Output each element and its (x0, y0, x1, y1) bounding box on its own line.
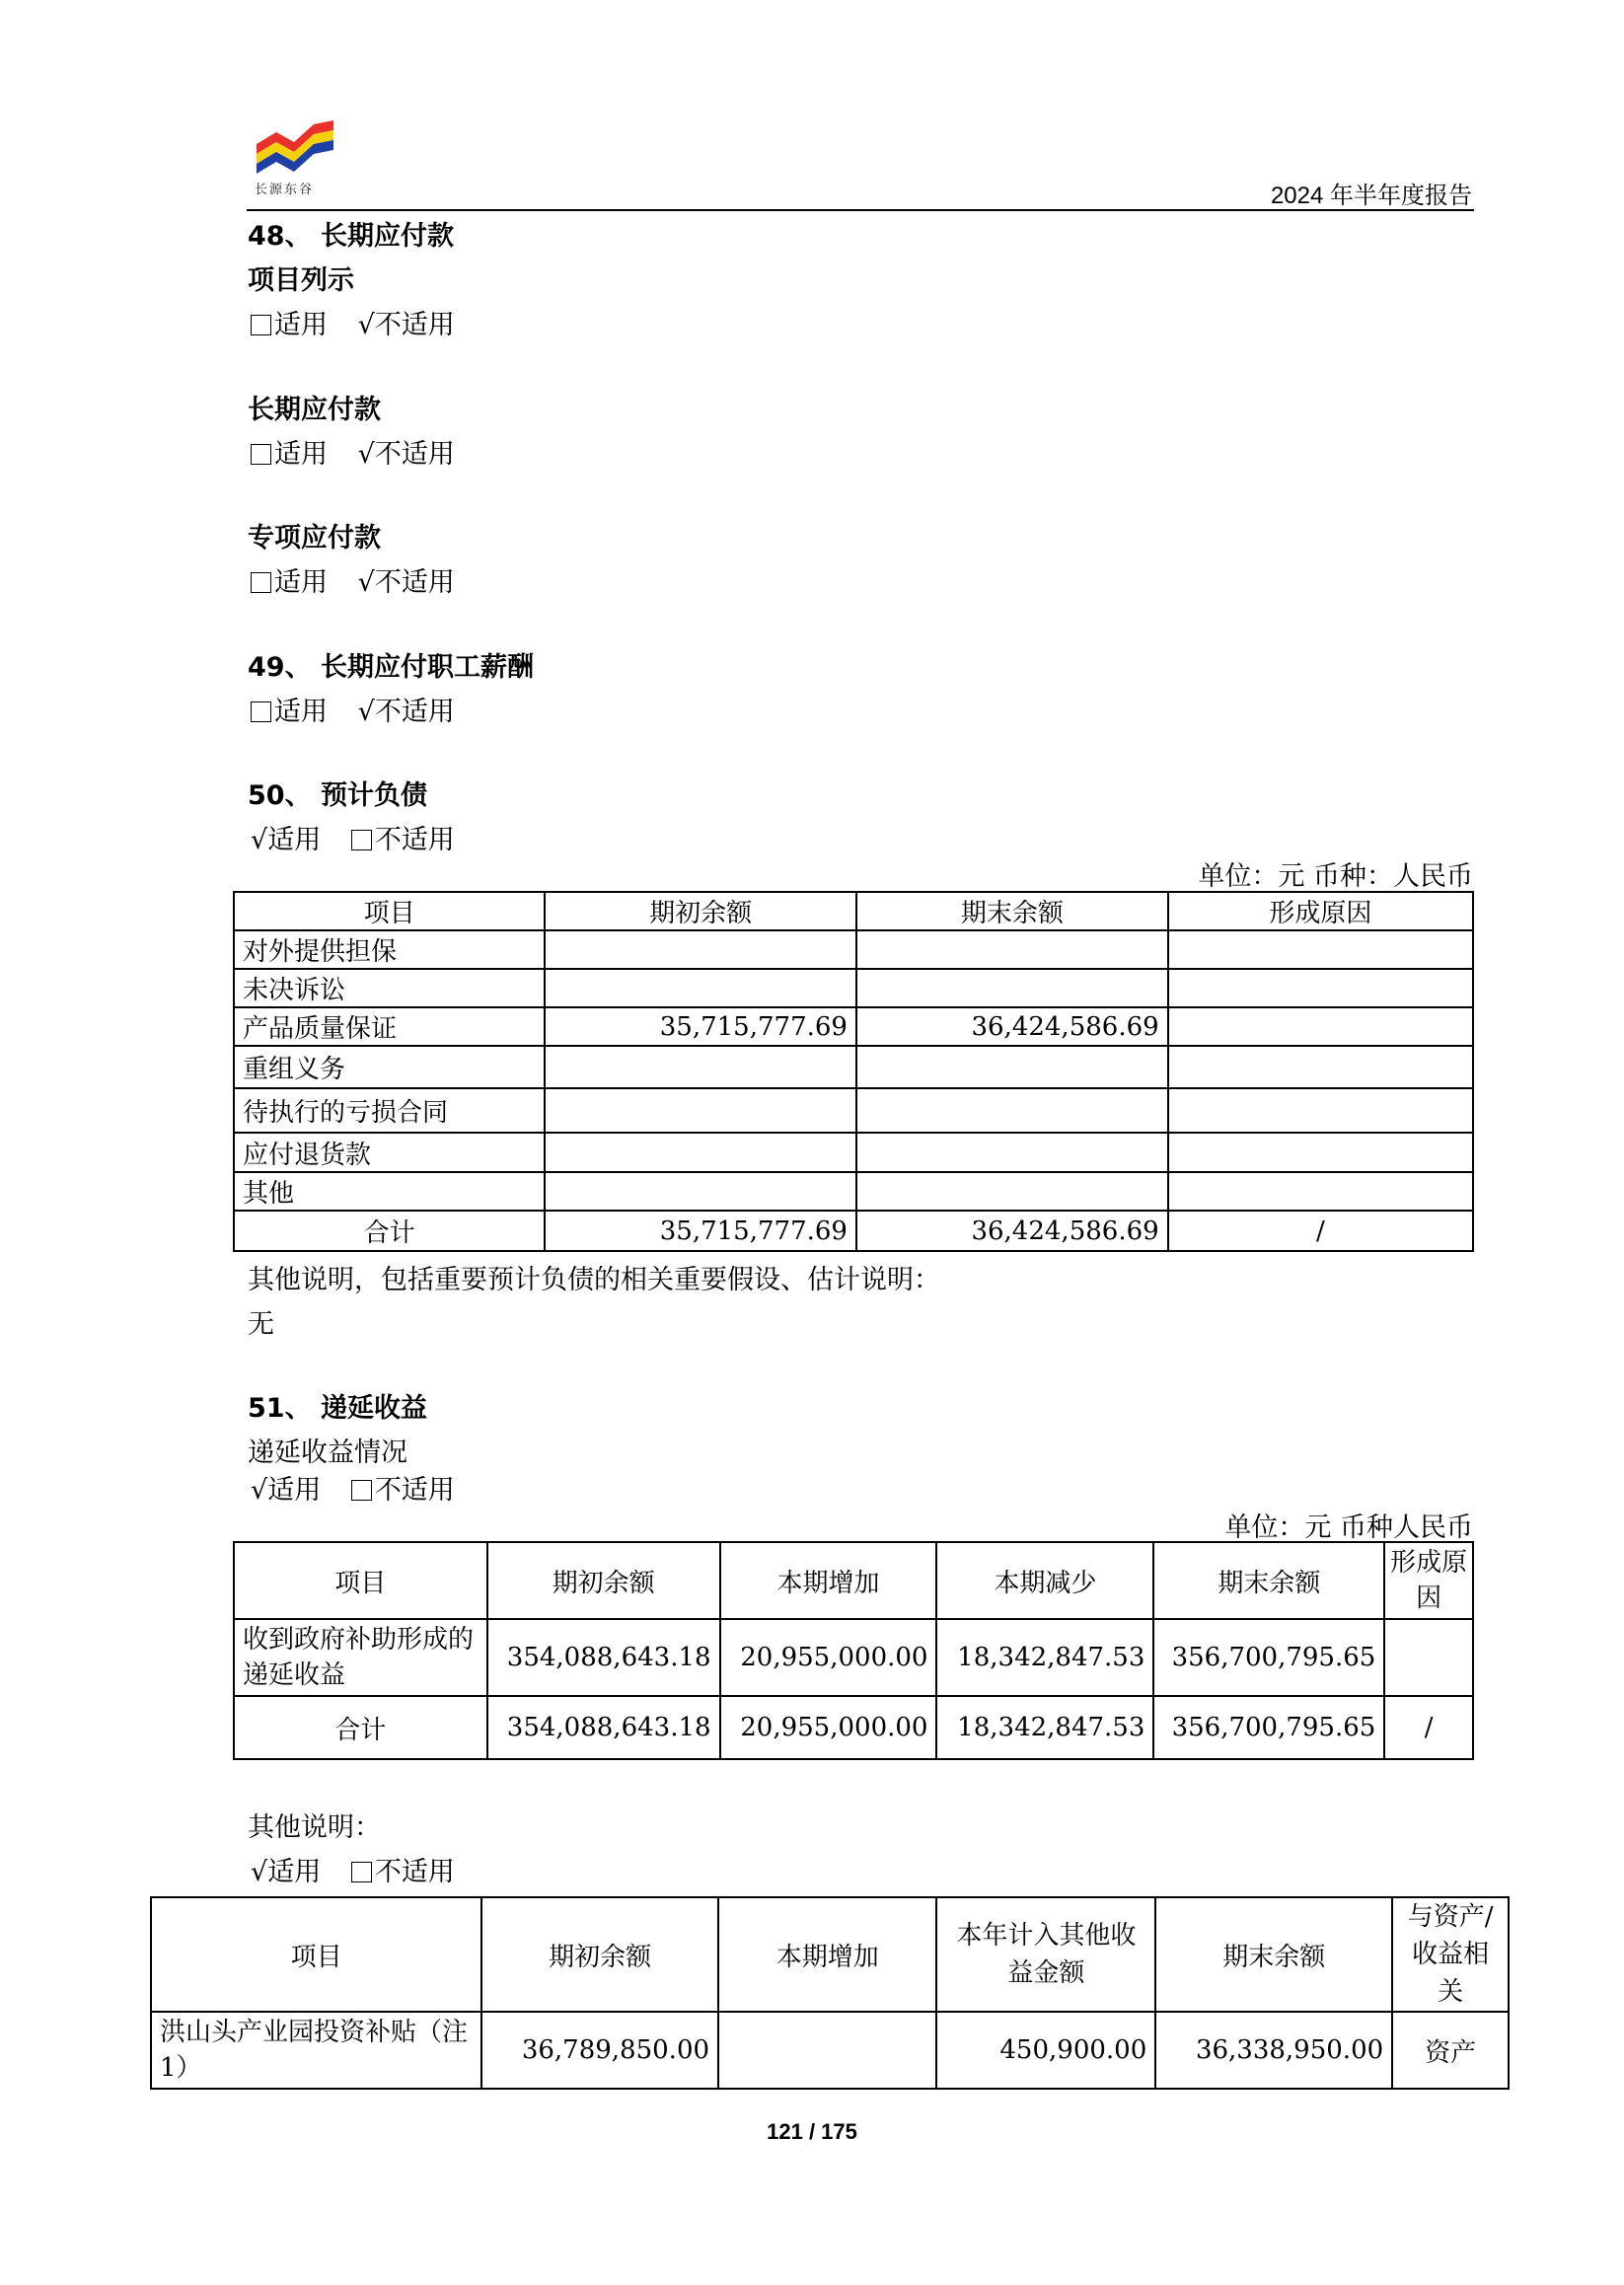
table-cell: 重组义务 (234, 1046, 545, 1088)
table-cell: 36,424,586.69 (856, 1007, 1168, 1046)
checkmark-icon: √ (357, 310, 375, 340)
table-cell (856, 1172, 1168, 1211)
unchecked-box-icon (251, 572, 271, 593)
table-row (234, 1133, 1473, 1172)
table-cell: 356,700,795.65 (1153, 1619, 1384, 1696)
table-row (234, 1007, 1473, 1046)
section-51-subtitle: 递延收益情况 (248, 1437, 407, 1468)
table-cell (1168, 1088, 1473, 1133)
table-cell: 洪山头产业园投资补贴（注 1） (151, 2012, 481, 2089)
section-50-note-label: 其他说明，包括重要预计负债的相关重要假设、估计说明： (248, 1265, 940, 1295)
table-row (234, 1172, 1473, 1211)
section-51-other-options (251, 1850, 455, 1888)
unchecked-box-icon (251, 701, 271, 722)
table-cell: 待执行的亏损合同 (234, 1088, 545, 1133)
option-apply-label: 适用 (267, 825, 322, 855)
table-row (234, 969, 1473, 1007)
section-48-sub3-options (251, 560, 455, 599)
table-cell (545, 969, 856, 1007)
option-apply-label: 适用 (274, 697, 328, 727)
header-cell: 项目 (151, 1897, 481, 2012)
header-cell: 期初余额 (481, 1897, 718, 2012)
table-cell (545, 1088, 856, 1133)
page-number: 121 / 175 (767, 2119, 857, 2144)
option-na-label: 不适用 (374, 1475, 455, 1506)
header-cell: 本年计入其他收益金额 (936, 1897, 1155, 2012)
company-caption: 长源东谷 (255, 183, 315, 197)
table-cell: 未决诉讼 (234, 969, 545, 1007)
section-50-unit-note: 单位：元 币种：人民币 (1198, 861, 1473, 892)
table-cell: 收到政府补助形成的递延收益 (234, 1619, 487, 1696)
checkmark-icon: √ (251, 825, 268, 855)
table-row (234, 1088, 1473, 1133)
table-cell: 36,424,586.69 (856, 1211, 1168, 1251)
section-49-options (251, 690, 455, 728)
table-cell: 354,088,643.18 (487, 1696, 720, 1759)
table-cell: 20,955,000.00 (720, 1696, 937, 1759)
section-48-sub2-options (251, 432, 455, 471)
government-grant-table (150, 1896, 1510, 2090)
table-cell (1168, 930, 1473, 969)
checkmark-icon: √ (357, 697, 375, 727)
table-row (234, 1619, 1473, 1696)
header-cell: 本期增加 (720, 1542, 937, 1619)
table-row (234, 1046, 1473, 1088)
report-title: 2024 年半年度报告 (1270, 183, 1472, 209)
option-apply-label: 适用 (274, 567, 328, 598)
table-total-row (234, 1696, 1473, 1759)
section-51-other-label: 其他说明： (248, 1812, 381, 1843)
option-apply-label: 适用 (267, 1475, 322, 1506)
option-na-label: 不适用 (374, 1857, 455, 1887)
header-cell: 本期增加 (718, 1897, 936, 2012)
header-cell: 形成原因 (1168, 892, 1473, 930)
header-cell: 期末余额 (1153, 1542, 1384, 1619)
header-cell: 与资产/收益相关 (1392, 1897, 1509, 2012)
table-row (234, 930, 1473, 969)
table-cell (1168, 969, 1473, 1007)
table-cell: 36,789,850.00 (481, 2012, 718, 2089)
checkmark-icon: √ (357, 567, 375, 598)
option-apply-label: 适用 (274, 439, 328, 470)
deferred-income-table (233, 1541, 1474, 1760)
section-48-title: 48、 长期应付款 (248, 221, 454, 252)
option-na-label: 不适用 (374, 697, 455, 727)
option-apply-label: 适用 (274, 310, 328, 340)
table-cell (856, 1088, 1168, 1133)
checkmark-icon: √ (357, 439, 375, 470)
table-cell (856, 1046, 1168, 1088)
header-cell: 期初余额 (545, 892, 856, 930)
table-cell: 354,088,643.18 (487, 1619, 720, 1696)
header-cell: 期初余额 (487, 1542, 720, 1619)
table-cell: 35,715,777.69 (545, 1007, 856, 1046)
table-cell (545, 930, 856, 969)
option-na-label: 不适用 (374, 310, 455, 340)
section-50-note-value: 无 (248, 1309, 274, 1340)
table-cell (718, 2012, 936, 2089)
table-cell: 356,700,795.65 (1153, 1696, 1384, 1759)
table-cell: 18,342,847.53 (936, 1696, 1153, 1759)
table-cell: 对外提供担保 (234, 930, 545, 969)
unchecked-box-icon (351, 830, 372, 850)
header-cell: 期末余额 (856, 892, 1168, 930)
table-cell (545, 1133, 856, 1172)
section-50-options (251, 818, 455, 856)
table-row (151, 2012, 1509, 2089)
header-cell: 形成原因 (1384, 1542, 1473, 1619)
option-na-label: 不适用 (374, 567, 455, 598)
table-cell: / (1168, 1211, 1473, 1251)
checkmark-icon: √ (251, 1475, 268, 1506)
table-cell (1168, 1046, 1473, 1088)
table-header-row (151, 1897, 1509, 2012)
section-49-title: 49、 长期应付职工薪酬 (248, 652, 534, 683)
section-48-sub3-title: 专项应付款 (248, 523, 381, 553)
table-cell: 36,338,950.00 (1155, 2012, 1392, 2089)
company-logo (255, 116, 335, 178)
checkmark-icon: √ (251, 1857, 268, 1887)
header-cell: 本期减少 (936, 1542, 1153, 1619)
table-cell: 合计 (234, 1211, 545, 1251)
header-cell: 项目 (234, 892, 545, 930)
table-cell: 35,715,777.69 (545, 1211, 856, 1251)
unchecked-box-icon (351, 1480, 372, 1501)
table-cell (545, 1172, 856, 1211)
table-header-row (234, 1542, 1473, 1619)
option-na-label: 不适用 (374, 825, 455, 855)
table-cell: 18,342,847.53 (936, 1619, 1153, 1696)
table-cell (1384, 1619, 1473, 1696)
table-cell: 资产 (1392, 2012, 1509, 2089)
table-cell (856, 930, 1168, 969)
unchecked-box-icon (251, 315, 271, 335)
section-48-sub1-options (251, 303, 455, 341)
section-51-title: 51、 递延收益 (248, 1393, 427, 1424)
table-cell (545, 1046, 856, 1088)
table-cell: 产品质量保证 (234, 1007, 545, 1046)
unchecked-box-icon (251, 444, 271, 465)
table-cell (1168, 1172, 1473, 1211)
table-cell: 合计 (234, 1696, 487, 1759)
section-50-title: 50、 预计负债 (248, 780, 427, 811)
header-divider (247, 209, 1474, 211)
section-51-unit-note: 单位：元 币种人民币 (1224, 1512, 1473, 1543)
table-cell (1168, 1007, 1473, 1046)
table-cell: 其他 (234, 1172, 545, 1211)
table-cell (1168, 1133, 1473, 1172)
provisions-table (233, 891, 1474, 1252)
table-cell: / (1384, 1696, 1473, 1759)
table-header-row (234, 892, 1473, 930)
section-48-sub2-title: 长期应付款 (248, 395, 381, 425)
header-cell: 项目 (234, 1542, 487, 1619)
option-apply-label: 适用 (267, 1857, 322, 1887)
unchecked-box-icon (351, 1862, 372, 1882)
table-cell: 应付退货款 (234, 1133, 545, 1172)
table-cell (856, 1133, 1168, 1172)
option-na-label: 不适用 (374, 439, 455, 470)
table-cell: 450,900.00 (936, 2012, 1155, 2089)
section-48-sub1-title: 项目列示 (248, 265, 354, 296)
table-cell (856, 969, 1168, 1007)
header-cell: 期末余额 (1155, 1897, 1392, 2012)
section-51-options (251, 1468, 455, 1507)
table-cell: 20,955,000.00 (720, 1619, 937, 1696)
table-total-row (234, 1211, 1473, 1251)
